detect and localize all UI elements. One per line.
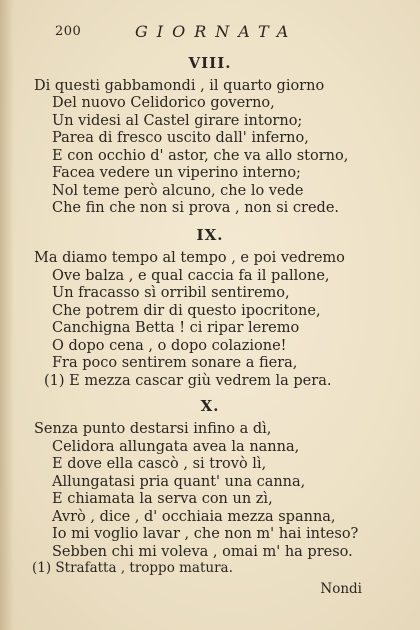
verse-line: Canchigna Betta ! ci ripar leremo [52,320,300,336]
stanza-number: VIII. [188,54,232,72]
catchword: Nondi [320,581,362,597]
verse-line: Parea di fresco uscito dall' inferno, [52,130,309,146]
verse-line: Nol teme però alcuno, che lo vede [52,183,304,199]
verse-line: E dove ella cascò , si trovò lì, [52,456,267,472]
verse-line: Avrò , dice , d' occhiaia mezza spanna, [52,509,336,525]
verse-line: Del nuovo Celidorico governo, [52,95,275,111]
page-header [55,22,380,44]
footnote: (1) Strafatta , troppo matura. [32,560,233,576]
verse-line: Ove balza , e qual caccia fa il pallone, [52,268,330,284]
verse-line: Che potrem dir di questo ipocritone, [52,303,321,319]
verse-line: (1) E mezza cascar giù vedrem la pera. [44,373,332,389]
verse-line: E con occhio d' astor, che va allo storno, [52,148,349,164]
verse-line: Allungatasi pria quant' una canna, [52,474,306,490]
verse-line: Facea vedere un viperino interno; [52,165,301,181]
verse-line: O dopo cena , o dopo colazione! [52,338,287,354]
running-head: GIORNATA [135,22,298,41]
verse-line: Che fin che non si prova , non si crede. [52,200,340,216]
verse-line: Celidora allungata avea la nanna, [52,439,300,455]
verse-line: E chiamata la serva con un zì, [52,491,273,507]
verse-line: Fra poco sentirem sonare a fiera, [52,355,298,371]
verse-line: Sebben chi mi voleva , omai m' ha preso. [52,544,353,560]
verse-line: Senza punto destarsi infino a dì, [34,421,272,437]
verse-line: Io mi voglio lavar , che non m' hai inteso? [52,526,359,542]
verse-line: Di questi gabbamondi , il quarto giorno [34,78,325,94]
stanza-number: IX. [196,226,224,244]
verse-line: Un videsi al Castel girare intorno; [52,113,303,129]
verse-line: Un fracasso sì orribil sentiremo, [52,285,290,301]
verse-line: Ma diamo tempo al tempo , e poi vedremo [34,250,345,266]
stanza-number: X. [200,397,220,415]
page-number: 200 [55,24,82,39]
